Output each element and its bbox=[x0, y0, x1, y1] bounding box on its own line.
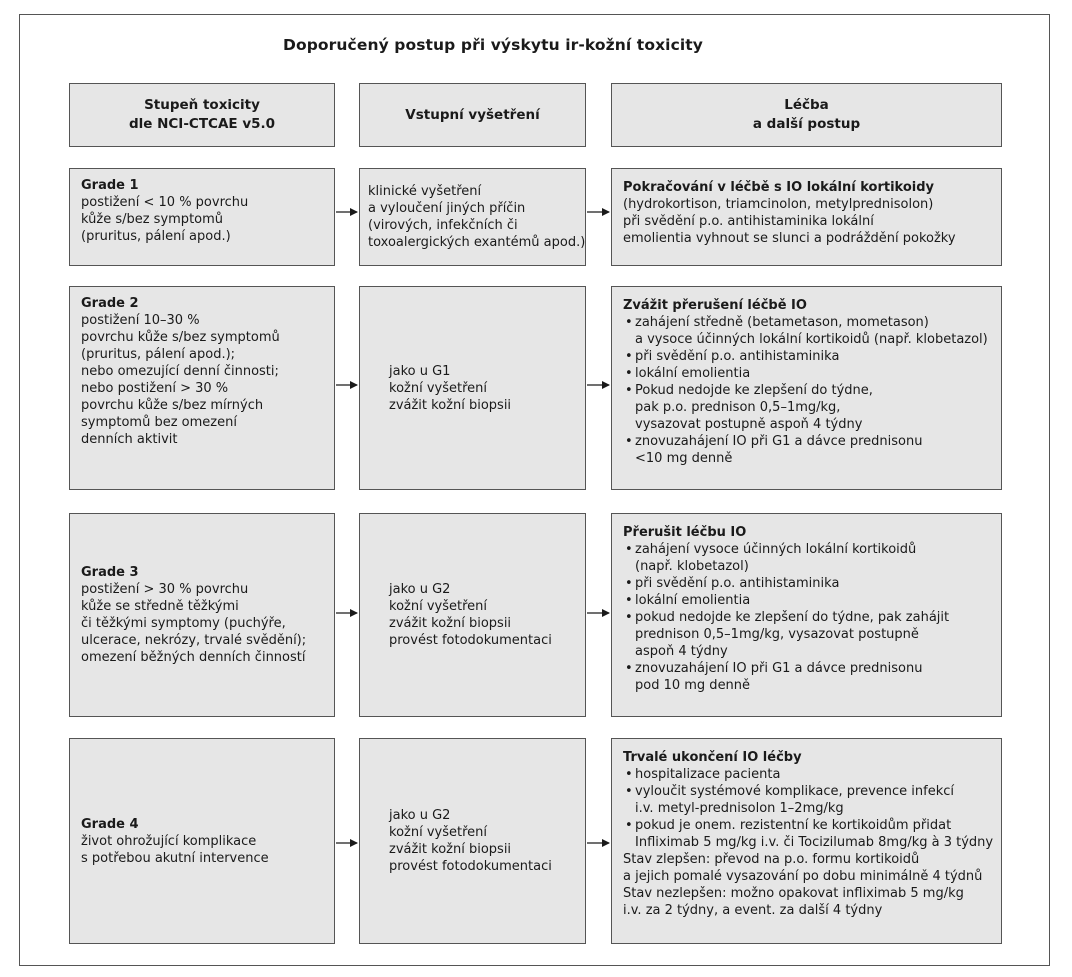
exam-line: zvážit kožní biopsii bbox=[389, 397, 512, 413]
bullet-line: aspoň 4 týdny bbox=[635, 644, 728, 659]
header-line: Stupeň toxicity bbox=[144, 97, 260, 113]
grade-desc-line: nebo postižení > 30 % bbox=[81, 381, 229, 396]
exam-line: zvážit kožní biopsii bbox=[389, 616, 512, 631]
bullet-line: • při svědění p.o. antihistaminika bbox=[635, 576, 840, 591]
bullet-line: pak p.o. prednison 0,5–1mg/kg, bbox=[635, 400, 841, 415]
bullet-line: • pokud je onem. rezistentní ke kortikoidům přidat bbox=[635, 818, 952, 833]
bullet-line: <10 mg denně bbox=[635, 451, 733, 466]
exam-line: jako u G2 bbox=[389, 582, 451, 597]
header-line: Vstupní vyšetření bbox=[405, 106, 540, 123]
bullet-line: • pokud nedojde ke zlepšení do týdne, pak zahájit bbox=[635, 610, 950, 625]
grade-desc-line: život ohrožující komplikace bbox=[81, 833, 257, 849]
treatment-line: Stav zlepšen: převod na p.o. formu kortikoidů bbox=[623, 852, 920, 867]
bullet-line: Infliximab 5 mg/kg i.v. či Tocizilumab 8mg/kg à 3 týdny bbox=[635, 835, 994, 850]
bullet-line: • zahájení vysoce účinných lokální kortikoidů bbox=[635, 542, 917, 557]
grade-desc-line: omezení běžných denních činností bbox=[81, 650, 306, 665]
treatment-line: emolientia vyhnout se slunci a podráždění pokožky bbox=[623, 231, 956, 246]
bullet-line: vysazovat postupně aspoň 4 týdny bbox=[635, 417, 863, 432]
grade-label: Grade 2 bbox=[81, 296, 139, 311]
exam-line: a vyloučení jiných příčin bbox=[368, 201, 526, 216]
bullet-line: pod 10 mg denně bbox=[635, 678, 751, 693]
bullet-line: • znovuzahájení IO při G1 a dávce prednisonu bbox=[635, 661, 923, 676]
bullet-line: • při svědění p.o. antihistaminika bbox=[635, 349, 840, 364]
grade-desc-line: kůže s/bez symptomů bbox=[81, 212, 224, 227]
grade-desc-line: postižení < 10 % povrchu bbox=[81, 195, 249, 210]
grade-label: Grade 4 bbox=[81, 816, 139, 832]
bullet-line: • lokální emolientia bbox=[635, 593, 751, 608]
exam-line: provést fotodokumentaci bbox=[389, 633, 552, 648]
diagram-title: Doporučený postup při výskytu ir-kožní toxicity bbox=[283, 36, 703, 54]
grade-desc-line: symptomů bez omezení bbox=[81, 415, 237, 430]
grade-desc-line: kůže se středně těžkými bbox=[81, 599, 239, 614]
header-line: a další postup bbox=[752, 116, 861, 132]
grade-desc-line: (pruritus, pálení apod.) bbox=[81, 229, 231, 244]
bullet-line: • Pokud nedojde ke zlepšení do týdne, bbox=[635, 383, 873, 398]
grade-label: Grade 1 bbox=[81, 178, 139, 193]
exam-line: kožní vyšetření bbox=[389, 380, 487, 396]
treatment-title: Zvážit přerušení léčbě IO bbox=[623, 298, 807, 313]
bullet-line: • znovuzahájení IO při G1 a dávce prednisonu bbox=[635, 434, 923, 449]
header-line: dle NCI-CTCAE v5.0 bbox=[128, 116, 276, 132]
bullet-line: (např. klobetazol) bbox=[635, 559, 749, 574]
treatment-line: i.v. za 2 týdny, a event. za další 4 týdny bbox=[623, 903, 883, 918]
bullet-line: i.v. metyl-prednisolon 1–2mg/kg bbox=[635, 801, 844, 816]
bullet-line: a vysoce účinných lokální kortikoidů (např. klobetazol) bbox=[635, 332, 988, 347]
grade-desc-line: postižení 10–30 % bbox=[81, 313, 200, 328]
exam-line: jako u G2 bbox=[389, 808, 451, 823]
treatment-line: (hydrokortison, triamcinolon, metylprednisolon) bbox=[623, 197, 934, 212]
exam-line: (virových, infekčních či bbox=[368, 218, 518, 233]
treatment-title: Pokračování v léčbě s IO lokální kortikoidy bbox=[623, 180, 934, 195]
bullet-line: • lokální emolientia bbox=[635, 366, 751, 381]
header-line: Léčba bbox=[784, 97, 829, 113]
treatment-title: Přerušit léčbu IO bbox=[623, 525, 747, 540]
exam-line: provést fotodokumentaci bbox=[389, 859, 552, 874]
grade-desc-line: nebo omezující denní činnosti; bbox=[81, 364, 279, 379]
bullet-line: • vyloučit systémové komplikace, prevence infekcí bbox=[635, 784, 955, 799]
exam-line: klinické vyšetření bbox=[368, 184, 482, 199]
exam-line: zvážit kožní biopsii bbox=[389, 842, 512, 857]
treatment-line: při svědění p.o. antihistaminika lokální bbox=[623, 214, 874, 229]
grade-desc-line: povrchu kůže s/bez symptomů bbox=[81, 330, 280, 345]
treatment-line: a jejich pomalé vysazování po dobu minimálně 4 týdnů bbox=[623, 869, 983, 884]
grade-label: Grade 3 bbox=[81, 565, 139, 580]
treatment-line: Stav nezlepšen: možno opakovat infliximab 5 mg/kg bbox=[623, 886, 964, 901]
bullet-line: • hospitalizace pacienta bbox=[635, 767, 781, 782]
exam-line: toxoalergických exantémů apod.) bbox=[368, 235, 586, 250]
bullet-line: • zahájení středně (betametason, mometason) bbox=[635, 315, 929, 330]
grade-desc-line: ulcerace, nekrózy, trvalé svědění); bbox=[81, 633, 307, 648]
bullet-line: prednison 0,5–1mg/kg, vysazovat postupně bbox=[635, 627, 919, 642]
exam-line: jako u G1 bbox=[389, 363, 451, 379]
grade-desc-line: denních aktivit bbox=[81, 432, 178, 447]
grade-desc-line: s potřebou akutní intervence bbox=[81, 850, 269, 866]
exam-line: kožní vyšetření bbox=[389, 825, 487, 840]
grade-desc-line: povrchu kůže s/bez mírných bbox=[81, 398, 264, 413]
grade-desc-line: či těžkými symptomy (puchýře, bbox=[81, 616, 286, 631]
grade-desc-line: (pruritus, pálení apod.); bbox=[81, 347, 236, 362]
exam-line: kožní vyšetření bbox=[389, 599, 487, 614]
treatment-title: Trvalé ukončení IO léčby bbox=[623, 750, 802, 765]
grade-desc-line: postižení > 30 % povrchu bbox=[81, 582, 249, 597]
